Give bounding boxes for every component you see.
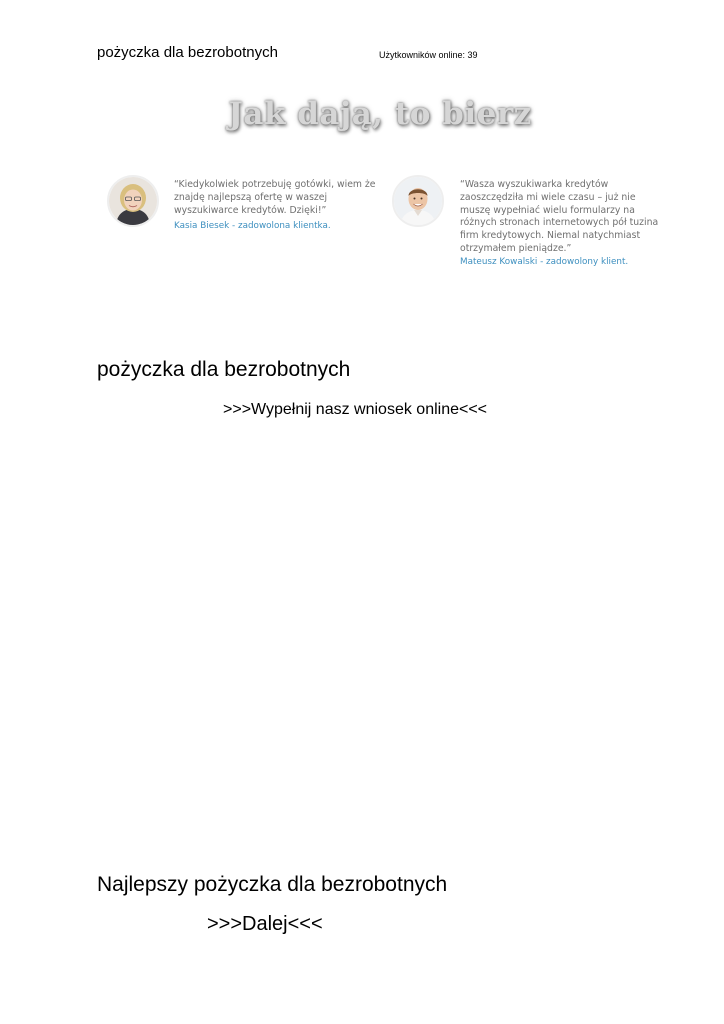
testimonial-1-quote [174,179,379,217]
next-link[interactable]: >>>Dalej<<< [207,913,323,935]
testimonial-2-quote [460,179,660,256]
testimonial-2-quote-line: firm kredytowych. Niemal natychmiast [460,230,641,242]
apply-online-link[interactable]: >>>Wypełnij nasz wniosek online<<< [223,401,488,418]
testimonial-2-author: Mateusz Kowalski - zadowolony klient. [460,257,629,267]
testimonial-1-quote-line: “Kiedykolwiek potrzebuję gotówki, wiem że [174,179,376,190]
banner-headline: Jak dają, to bierz [228,96,532,132]
page-header-title: pożyczka dla bezrobotnych [97,44,278,61]
testimonial-1-quote-line: znajdę najlepszą ofertę w waszej [174,191,328,203]
section-2-heading: Najlepszy pożyczka dla bezrobotnych [97,873,448,896]
testimonial-2-quote-line: zaoszczędziła mi wiele czasu – już nie [460,191,636,203]
testimonial-1-author: Kasia Biesek - zadowolona klientka. [174,221,331,231]
section-1-heading: pożyczka dla bezrobotnych [97,358,351,381]
users-online-counter: Użytkowników online: 39 [379,50,478,60]
man-avatar-icon [392,175,444,227]
testimonial-2-quote-line: “Wasza wyszukiwarka kredytów [460,179,609,190]
testimonial-2-quote-line: muszę wypełniać wielu formularzy na [460,204,635,216]
testimonial-2-quote-line: różnych stronach internetowych pół tuzina [460,217,659,229]
woman-avatar-icon [107,175,159,227]
testimonial-1-quote-line: wyszukiwarce kredytów. Dzięki!” [174,204,327,216]
testimonial-2-quote-line: otrzymałem pieniądze.” [460,242,572,254]
